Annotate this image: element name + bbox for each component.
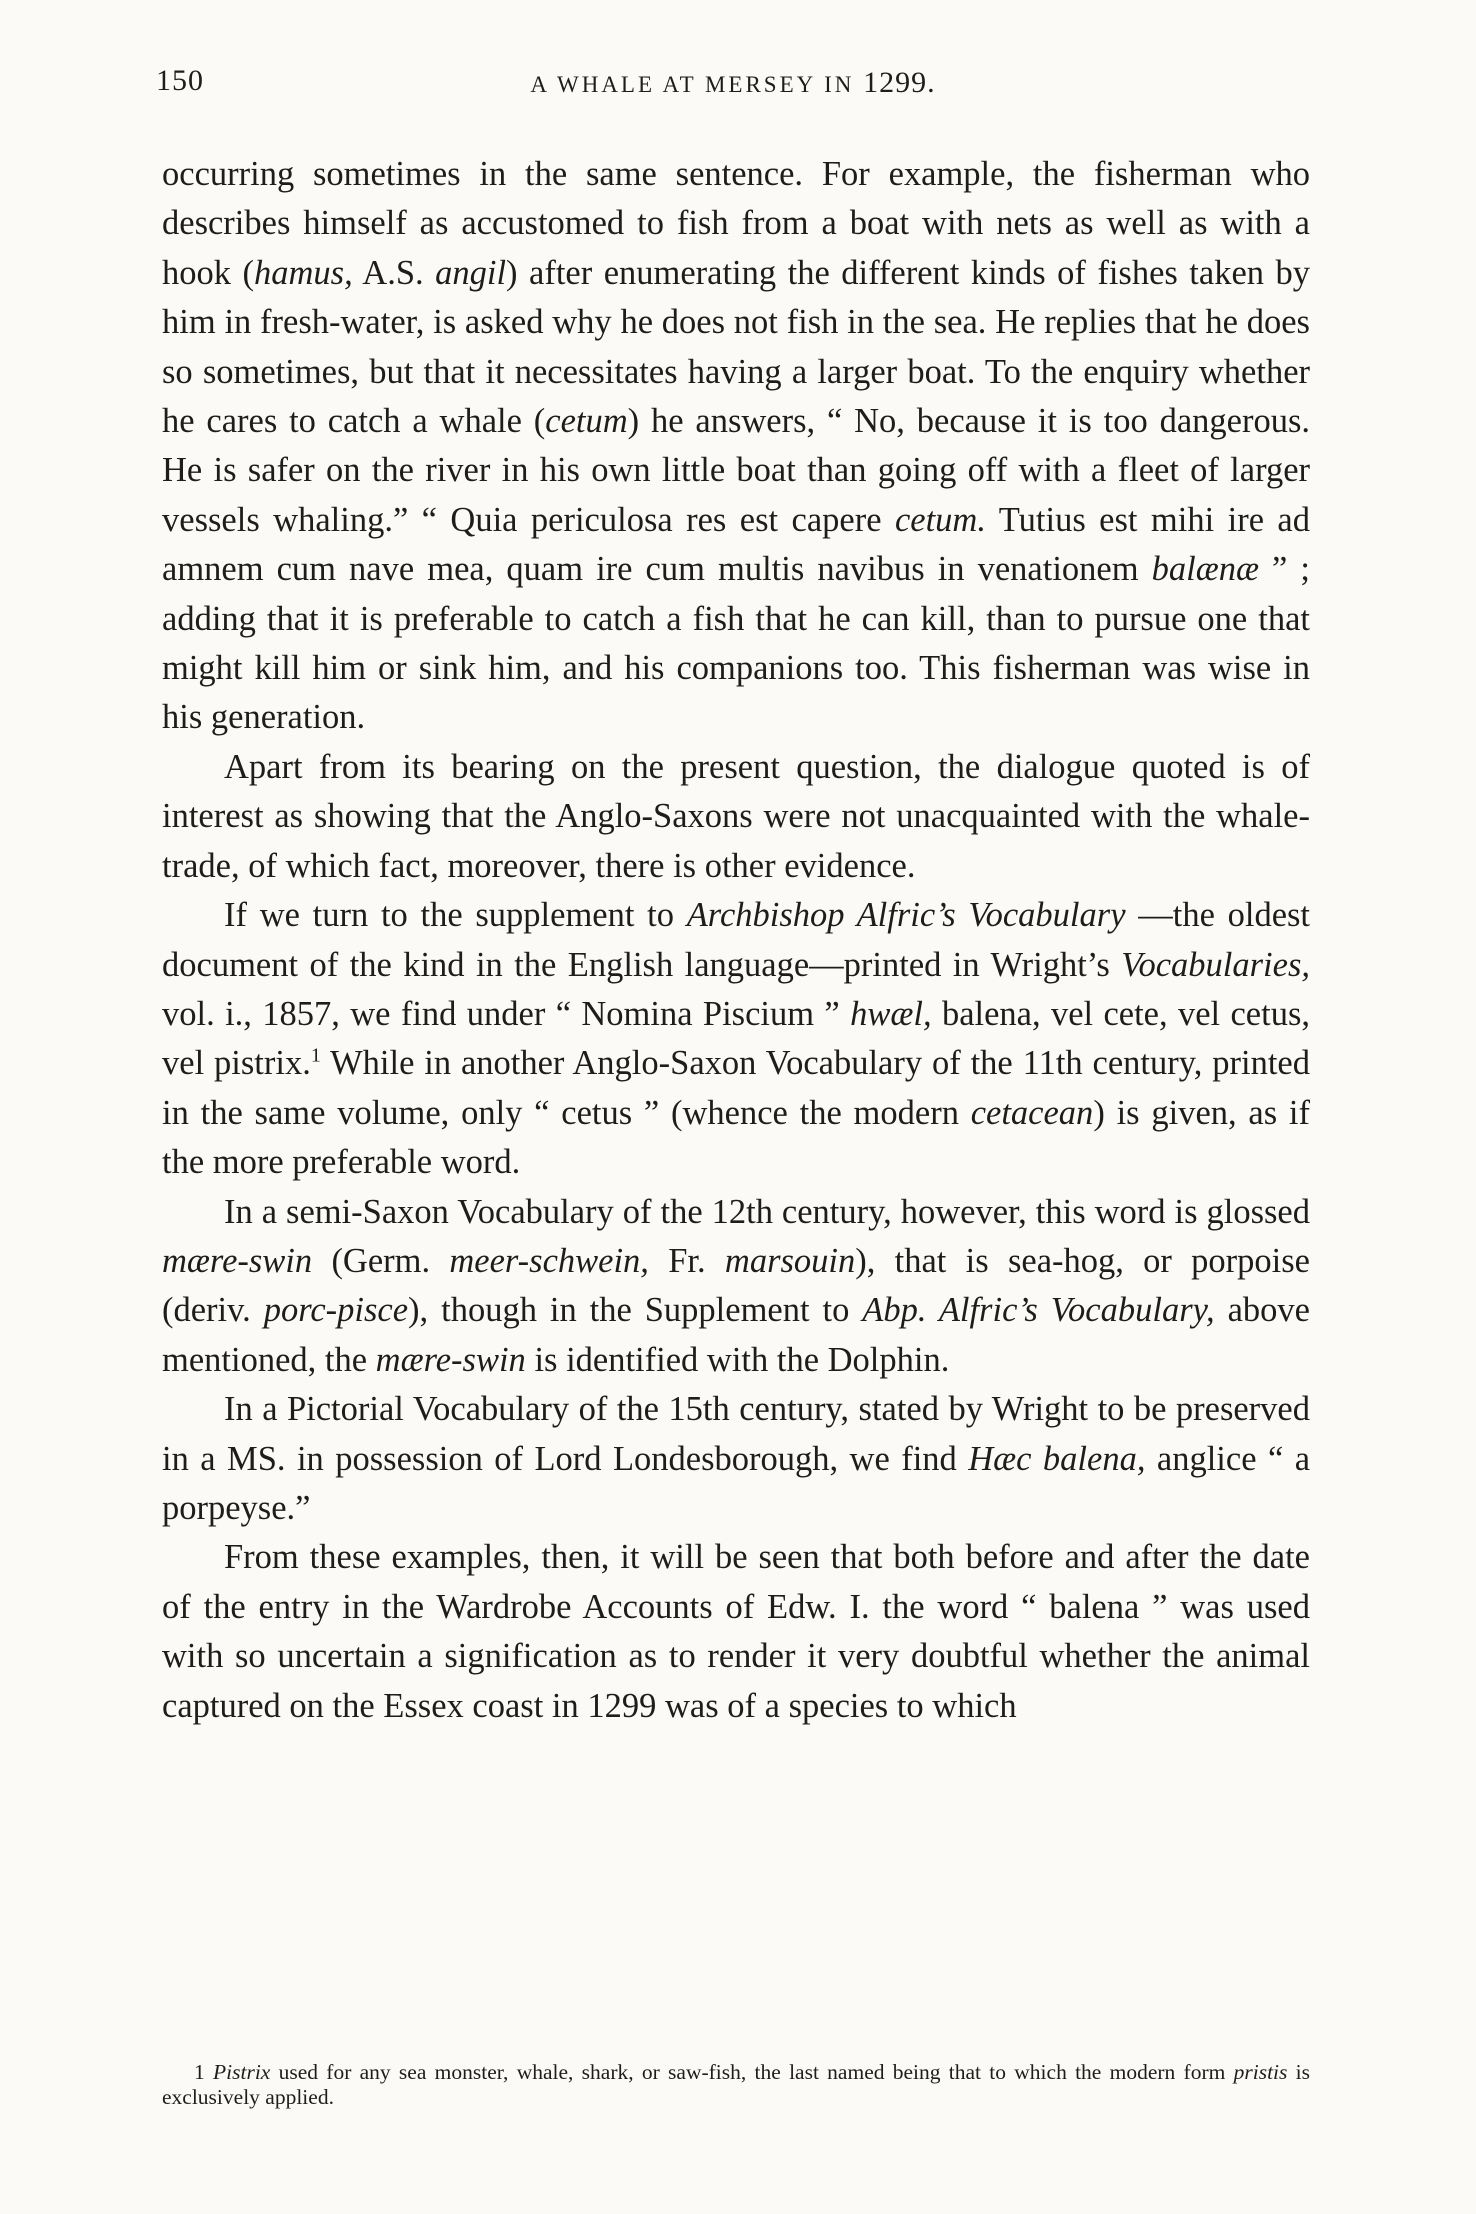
text-run: used for any sea monster, whale, shark, or saw-fish, the last named being that to which the modern form: [270, 2060, 1234, 2084]
text-run: vol. i., 1857, we find under “ Nomina Piscium ”: [162, 994, 851, 1033]
footnote-mark: 1: [194, 2060, 214, 2084]
italic-text: balænæ: [1151, 550, 1259, 589]
text-run: Tutius est mihi ire ad amnem cum nave mea, quam ire cum multis navibus in venationem: [162, 500, 1310, 589]
paragraph: [162, 1533, 1310, 1731]
text-run: balena, vel cete, vel cetus, vel pistrix.: [162, 994, 1310, 1083]
italic-text: cetum: [545, 402, 628, 441]
italic-text: marsouin: [724, 1241, 856, 1280]
text-run: anglice “ a porpeyse.”: [162, 1439, 1311, 1527]
italic-text: cetum.: [894, 500, 986, 539]
text-run: occurring sometimes in the same sentence. For example, the fisherman who describes himself as accustomed to fish from a boat with nets as well as with a hook (: [162, 155, 1310, 292]
italic-text: pristis: [1233, 2060, 1288, 2084]
running-title-text: A WHALE AT MERSEY IN: [530, 72, 864, 97]
text-run: is identified with the Dolphin.: [525, 1340, 950, 1379]
italic-text: mære-swin: [162, 1241, 313, 1280]
italic-text: porc-pisce: [263, 1291, 409, 1330]
text-run: Apart from its bearing on the present question, the dialogue quoted is of interest as showing that the Anglo-Saxons were not unacquainted with the whale-trade, of which fact, moreover, there is other evidence.: [162, 747, 1310, 885]
running-title-year: 1299.: [863, 66, 936, 99]
text-run: A.S.: [352, 253, 436, 292]
paragraph: [162, 891, 1310, 1187]
italic-text: mære-swin: [375, 1340, 526, 1379]
text-run: From these examples, then, it will be seen that both before and after the date of the entry in the Wardrobe Accounts of Edw. I. the word “ balena ” was used with so uncertain a signification as to render it very doubtful whether the animal captured on the Essex coast in 1299 was of a species to which: [162, 1538, 1310, 1725]
text-run: (Germ.: [312, 1241, 450, 1280]
text-run: ) after enumerating the different kinds of fishes taken by him in fresh-water, is asked why he does not fish in the sea. He replies that he does so sometimes, but that it necessitates having a larger boat. To the enquiry whether he cares to catch a whale (: [162, 253, 1310, 441]
page-number: 150: [156, 64, 204, 97]
text-run: ) is given, as if the more preferable word.: [162, 1093, 1310, 1182]
text-run: ” ; adding that it is preferable to catch a fish that he can kill, than to pursue one that might kill him or sink him, and his companions too. This fisherman was wise in his generation.: [162, 550, 1310, 737]
text-run: If we turn to the supplement to: [224, 896, 687, 935]
paragraph: [162, 150, 1310, 743]
italic-text: angil: [435, 253, 507, 292]
running-title: [156, 66, 1310, 100]
footnote-reference: 1: [310, 1044, 321, 1067]
italic-text: Vocabularies,: [1121, 945, 1310, 984]
text-run: In a semi-Saxon Vocabulary of the 12th century, however, this word is glossed: [224, 1192, 1310, 1231]
text-run: ) he answers, “ No, because it is too dangerous. He is safer on the river in his own little boat than going off with a fleet of larger vessels whaling.” “ Quia periculosa res est capere: [162, 402, 1311, 539]
text-run: In a Pictorial Vocabulary of the 15th century, stated by Wright to be preserved in a MS. in possession of Lord Londesborough, we find: [162, 1390, 1310, 1478]
paragraph: [162, 1188, 1310, 1386]
italic-text: meer-schwein,: [449, 1241, 649, 1280]
text-run: While in another Anglo-Saxon Vocabulary of the 11th century, printed in the same volume, only “ cetus ” (whence the modern: [162, 1044, 1310, 1132]
italic-text: hwæl,: [850, 994, 932, 1033]
italic-text: hamus,: [253, 253, 353, 292]
body-text: [162, 150, 1310, 1731]
italic-text: Archbishop Alfric’s Vocabulary: [686, 896, 1126, 935]
italic-text: cetacean: [970, 1093, 1094, 1132]
italic-text: Abp. Alfric’s Vocabulary,: [862, 1291, 1215, 1330]
text-run: ), that is sea-hog, or porpoise (deriv.: [162, 1241, 1310, 1330]
footnote: [162, 2060, 1310, 2110]
italic-text: Pistrix: [213, 2060, 271, 2084]
italic-text: Hæc balena,: [968, 1439, 1146, 1478]
page-header: [156, 64, 1310, 104]
text-run: —the oldest document of the kind in the English language—printed in Wright’s: [162, 896, 1311, 984]
text-run: ), though in the Supplement to: [408, 1291, 863, 1330]
paragraph: [162, 743, 1310, 891]
text-run: above mentioned, the: [162, 1291, 1310, 1379]
text-run: is exclusively applied.: [162, 2060, 1310, 2109]
text-run: Fr.: [648, 1241, 725, 1280]
paragraph: [162, 1385, 1310, 1533]
